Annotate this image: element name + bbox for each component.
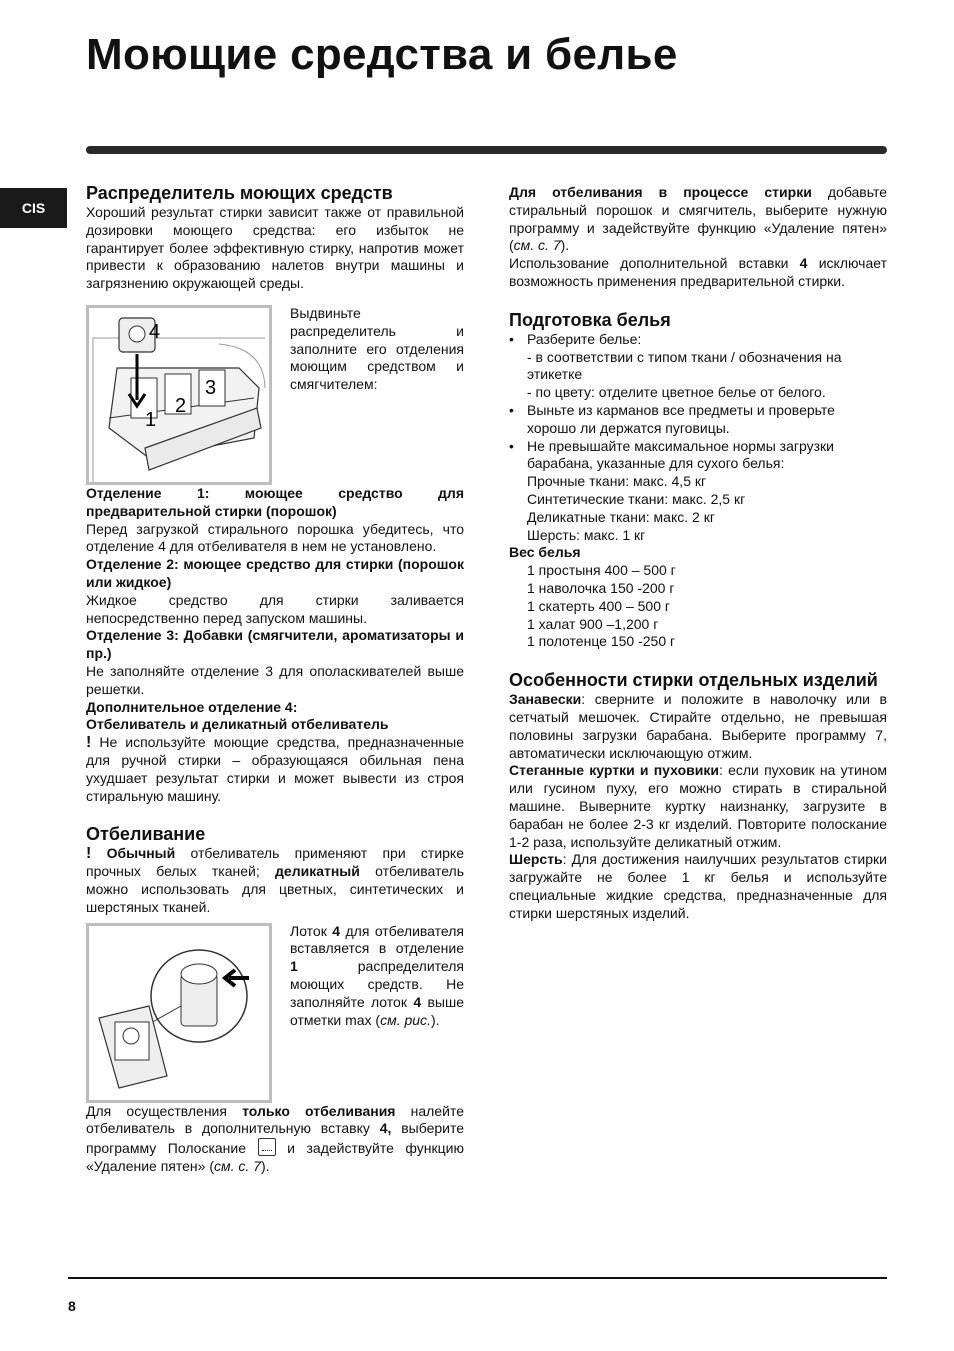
- dispenser-drawer-illustration: [89, 308, 269, 482]
- prep-sort-color: - по цвету: отделите цветное белье от белого.: [527, 384, 826, 401]
- wash-bleach-ref: см. с. 7: [513, 237, 561, 254]
- compartment-2-text: Жидкое средство для стирки заливается непосредственно перед запуском машины.: [86, 591, 464, 626]
- left-column: [86, 182, 464, 1176]
- figure-label-1: 1: [145, 408, 157, 431]
- prep-item-load: [509, 438, 887, 545]
- load-limit-item: Прочные ткани: макс. 4,5 кг: [527, 473, 707, 490]
- dispenser-figure: [86, 305, 272, 485]
- wash-bleach-end: ).: [560, 237, 570, 254]
- bleach-fig-f: 4: [413, 993, 422, 1010]
- footer-rule: [68, 1277, 887, 1279]
- prep-item-pockets: • Выньте из карманов все предметы и проверьте хорошо ли держатся пуговицы.: [509, 402, 887, 438]
- dispenser-warning-text: Не используйте моющие средства, предназначенные для ручной стирки – образующаяся обильная пена ухудшает результат стирки и может вывести из строя стиральную машину.: [86, 734, 464, 804]
- bleach-mark-icon: !: [86, 845, 92, 863]
- wash-bleach-b: Для отбеливания в процессе стирки: [509, 184, 812, 200]
- dispenser-figure-row: [86, 305, 464, 485]
- rinse-program-icon: [258, 1138, 276, 1156]
- prep-sort-text: • Разберите белье:: [527, 330, 642, 347]
- figure-label-4: 4: [149, 320, 161, 343]
- prep-item-sort: [509, 331, 887, 402]
- dispenser-intro: Хороший результат стирки зависит также от правильной дозировки моющего средства: его избыток не гарантирует более эффективную стирку, напротив может привести к образованию налетов внутри машины и загрязнению окружающей среды.: [86, 204, 464, 292]
- warning-mark-icon: !: [86, 734, 92, 752]
- load-limit-item: Шерсть: макс. 1 кг: [527, 526, 646, 543]
- bleach-only-c: налейте отбеливатель в дополнительную вставку: [86, 1102, 464, 1137]
- weight-title: Вес белья: [509, 544, 581, 561]
- prep-list: [509, 331, 887, 545]
- bleach-fig-b: 4: [332, 922, 341, 939]
- jackets-term: Стеганные куртки и пуховики: [509, 762, 719, 779]
- bleach-only-a: Для осуществления: [86, 1102, 243, 1119]
- bleach-fig-a: Лоток: [290, 922, 333, 939]
- bleach-fig-c: для отбеливателя вставляется в отделение: [290, 922, 464, 957]
- wash-bleach-text: [509, 184, 887, 255]
- insert-4-a: Использование дополнительной вставки: [509, 255, 800, 272]
- compartment-3-title: Отделение 3: Добавки (смягчители, ароматизаторы и пр.): [86, 627, 464, 662]
- bleach-only-f: и задействуйте функцию «Удаление пятен» (: [86, 1140, 464, 1174]
- compartment-4-subtitle: Отбеливатель и деликатный отбеливатель: [86, 716, 389, 733]
- dispenser-warning: [86, 734, 464, 805]
- bleach-intro-part2: отбеливатель можно использовать для цветных, синтетических и шерстяных тканей.: [86, 863, 465, 915]
- curtains-text: [509, 691, 887, 762]
- bleach-only-d: 4,: [379, 1120, 392, 1137]
- bleach-fig-g: выше отметки max (: [290, 993, 464, 1028]
- bleach-only-b: только отбеливания: [242, 1102, 396, 1119]
- compartment-3-text: Не заполняйте отделение 3 для ополаскивателей выше решетки.: [86, 662, 464, 697]
- bleach-fig-d: 1: [290, 958, 298, 975]
- special-heading: Особенности стирки отдельных изделий: [509, 670, 878, 691]
- bleach-only-text: [86, 1103, 464, 1176]
- bleach-tray-illustration: [89, 926, 269, 1100]
- bleach-fig-h: см. рис.: [380, 1011, 431, 1028]
- bleach-only-e: выберите программу Полоскание: [86, 1120, 465, 1157]
- prep-load-text: • Не превышайте максимальное нормы загрузки барабана, указанные для сухого белья:: [527, 437, 834, 472]
- figure-label-2: 2: [175, 394, 187, 417]
- jackets-text: [509, 762, 887, 851]
- bleach-heading: Отбеливание: [86, 824, 206, 845]
- wool-term: Шерсть: [509, 851, 563, 868]
- bleach-fig-i: ).: [430, 1011, 440, 1028]
- weight-item: 1 простыня 400 – 500 г: [527, 562, 676, 579]
- bleach-only-h: ).: [260, 1157, 270, 1174]
- load-limit-item: Деликатные ткани: макс. 2 кг: [527, 508, 715, 525]
- language-tab: CIS: [0, 188, 67, 228]
- insert-4-b: 4: [799, 255, 808, 272]
- dispenser-heading: Распределитель моющих средств: [86, 183, 393, 203]
- wool-text: [509, 851, 887, 922]
- bleach-figure-caption: [290, 923, 464, 1103]
- jackets-desc: : если пуховик на утином или гусином пуху, его можно стирать в стиральной машине. Выверните куртку наизнанку, загрузите в барабан не более 2-3 кг изделий. Повторите полоскание 1-2 раза, используйте деликатный отжим.: [509, 762, 887, 850]
- dispenser-figure-caption: Выдвиньте распределитель и заполните его отделения моющим средством и смягчителем:: [290, 304, 464, 393]
- bleach-figure-row: [86, 923, 464, 1103]
- compartment-1-title: Отделение 1: моющее средство для предварительной стирки (порошок): [86, 484, 464, 519]
- bleach-fig-e: распределителя моющих средств. Не заполняйте лоток: [290, 958, 464, 1010]
- prep-sort-type: - в соответствии с типом ткани / обозначения на этикетке: [527, 348, 842, 383]
- page-number: 8: [68, 1298, 76, 1314]
- prep-heading: Подготовка белья: [509, 309, 671, 330]
- figure-label-3: 3: [205, 376, 217, 399]
- weight-item: 1 халат 900 –1,200 г: [527, 615, 659, 632]
- insert-4-c: исключает возможность применения предварительной стирки.: [509, 255, 887, 289]
- compartment-1-text: Перед загрузкой стирального порошка убедитесь, что отделение 4 для отбеливателя в нем не установлено.: [86, 520, 464, 555]
- page-title: Моющие средства и белье: [86, 30, 678, 79]
- weight-item: 1 наволочка 150 -200 г: [527, 579, 675, 596]
- bleach-only-g: см. с. 7: [214, 1157, 261, 1174]
- bleach-regular-term: Обычный: [106, 845, 176, 862]
- bleach-intro-part1: отбеливатель применяют при стирке прочных белых тканей;: [86, 845, 464, 880]
- curtains-term: Занавески: [509, 691, 582, 708]
- bleach-figure: [86, 923, 272, 1103]
- curtains-desc: : сверните и положите в наволочку или в сетчатый мешочек. Стирайте отдельно, не превышая половины загрузки барабана. Выберите программу 7, автоматически исключающую отжим.: [509, 691, 887, 761]
- right-column: [509, 184, 887, 922]
- weight-item: 1 полотенце 150 -250 г: [527, 633, 676, 650]
- compartment-2-title: Отделение 2: моющее средство для стирки (порошок или жидкое): [86, 556, 464, 590]
- bleach-delicate-term: деликатный: [275, 863, 360, 880]
- wash-bleach-t: добавьте стиральный порошок и смягчитель, выберите нужную программу и задействуйте функцию «Удаление пятен» (: [509, 184, 887, 254]
- load-limit-item: Синтетические ткани: макс. 2,5 кг: [527, 490, 746, 507]
- title-rule: [86, 146, 887, 154]
- bleach-intro: [86, 845, 464, 916]
- wool-desc: : Для достижения наилучших результатов стирки загружайте не более 1 кг белья и используйте специальные жидкие средства, предназначенные для стирки шерстяных изделий.: [509, 851, 887, 921]
- weight-list: [509, 562, 887, 651]
- weight-item: 1 скатерть 400 – 500 г: [527, 597, 670, 614]
- insert-4-note: [509, 255, 887, 291]
- compartment-4-title: Дополнительное отделение 4:: [86, 698, 298, 715]
